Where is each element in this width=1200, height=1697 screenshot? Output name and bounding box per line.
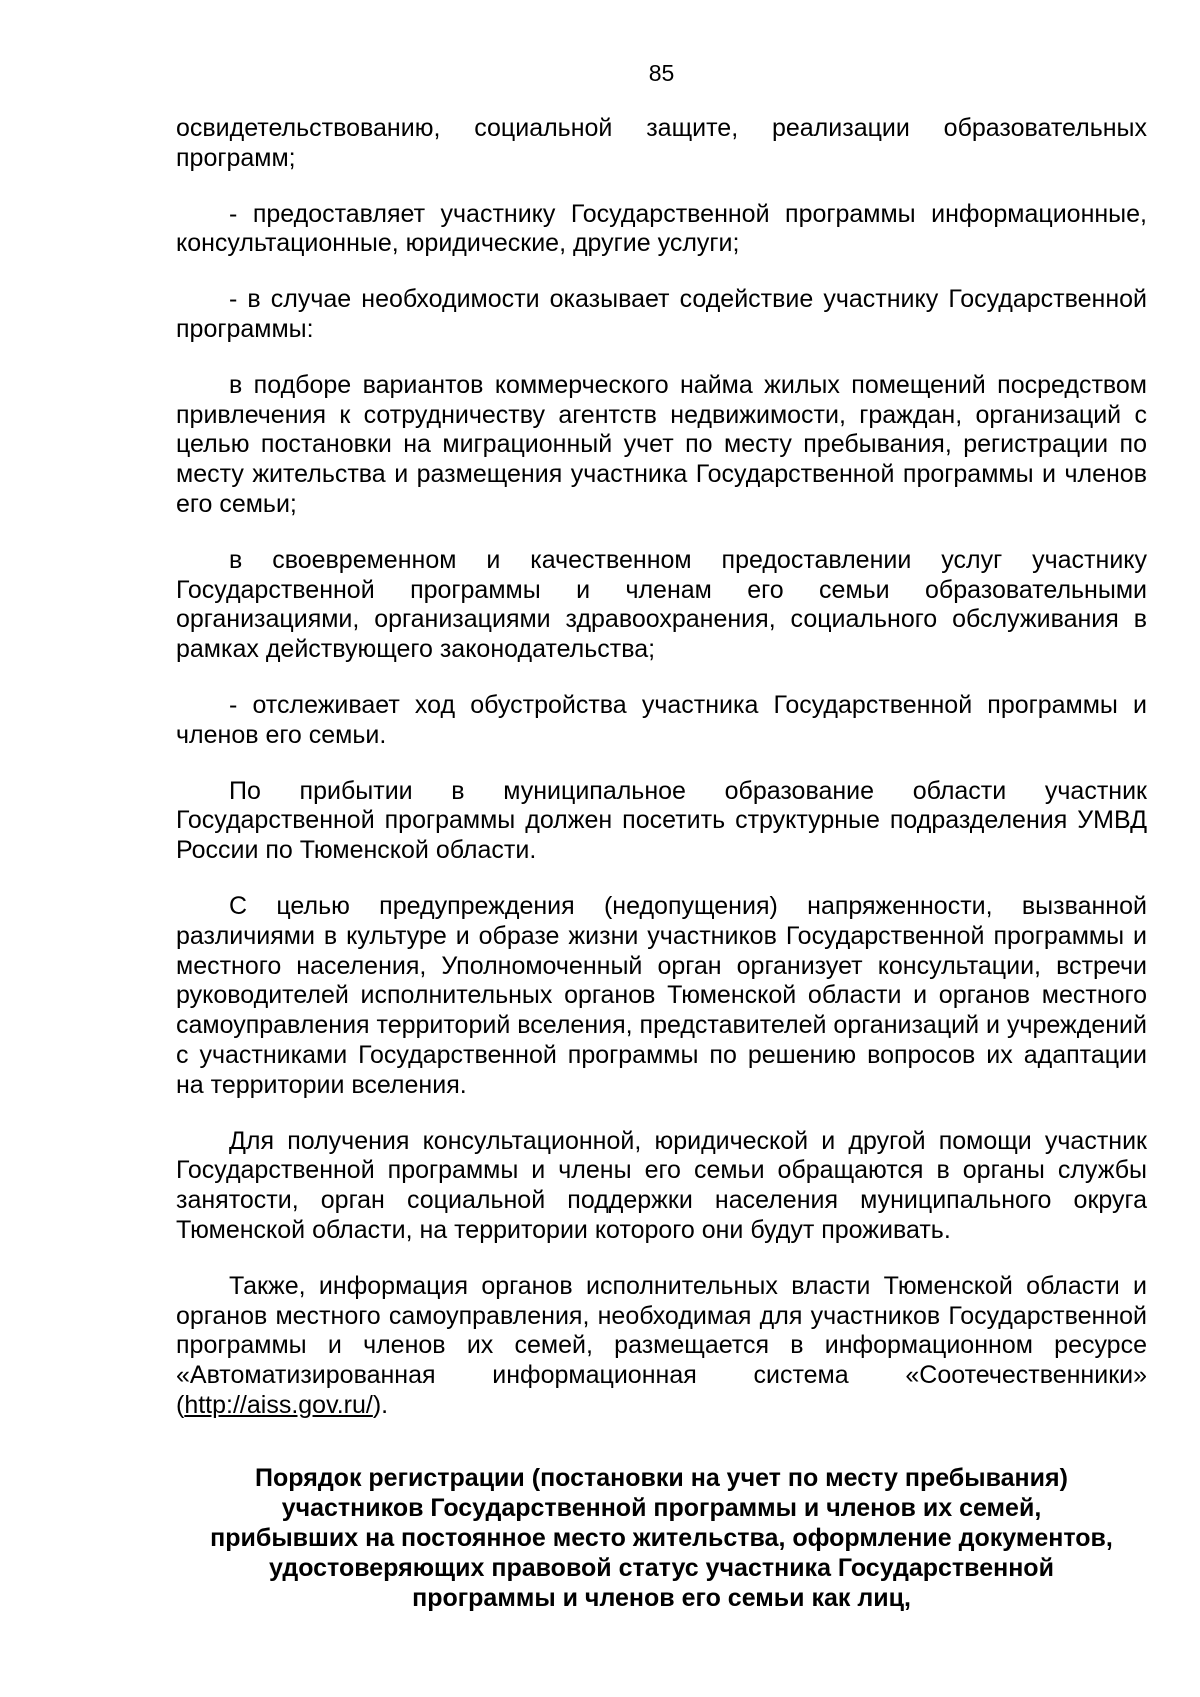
- paragraph-text-after-link: ).: [372, 1390, 389, 1419]
- document-body: [176, 114, 1147, 1613]
- paragraph-assistance: - в случае необходимости оказывает содействие участнику Государственной программы:: [176, 285, 1147, 343]
- page-number: 85: [648, 60, 675, 86]
- paragraph-provides-services: - предоставляет участнику Государственной программы информационные, консультационные, юридические, другие услуги;: [176, 199, 1147, 258]
- section-heading: Порядок регистрации (постановки на учет по месту пребывания) участников Государственной программы и членов их семей, прибывших на постоянное место жительства, оформление документов, удостоверяющих правовой статус участника Государственной программы и членов его семьи как лиц,: [210, 1463, 1113, 1612]
- aiss-link[interactable]: http://aiss.gov.ru/: [184, 1390, 373, 1419]
- paragraph-text-before-link: Также, информация органов исполнительных власти Тюменской области и органов местного самоуправления, необходимая для участников Государственной программы и членов их семей, размещается в информационном ресурсе «Автоматизированная информационная система «Соотечественники» (: [176, 1271, 1147, 1419]
- paragraph-timely-services: в своевременном и качественном предоставлении услуг участнику Государственной программы и членам его семьи образовательными организациями, организациями здравоохранения, социального обслуживания в рамках действующего законодательства;: [176, 545, 1147, 664]
- paragraph-prevention: С целью предупреждения (недопущения) напряженности, вызванной различиями в культуре и образе жизни участников Государственной программы и местного населения, Уполномоченный орган организует консультации, встречи руководителей исполнительных органов Тюменской области и органов местного самоуправления территорий вселения, представителей организаций и учреждений с участниками Государственной программы по решению вопросов их адаптации на территории вселения.: [176, 891, 1147, 1099]
- paragraph-information-resource: [176, 1272, 1147, 1421]
- paragraph-housing-selection: в подборе вариантов коммерческого найма жилых помещений посредством привлечения к сотрудничеству агентств недвижимости, граждан, организаций с целью постановки на миграционный учет по месту пребывания, регистрации по месту жительства и размещения участника Государственной программы и членов его семьи;: [176, 370, 1147, 518]
- paragraph-continuation: освидетельствованию, социальной защите, реализации образовательных программ;: [176, 114, 1147, 172]
- paragraph-tracking: - отслеживает ход обустройства участника Государственной программы и членов его семьи.: [176, 690, 1147, 749]
- paragraph-consultation-help: Для получения консультационной, юридической и другой помощи участник Государственной программы и члены его семьи обращаются в органы службы занятости, орган социальной поддержки населения муниципального округа Тюменской области, на территории которого они будут проживать.: [176, 1126, 1147, 1244]
- paragraph-arrival: По прибытии в муниципальное образование области участник Государственной программы должен посетить структурные подразделения УМВД России по Тюменской области.: [176, 776, 1147, 865]
